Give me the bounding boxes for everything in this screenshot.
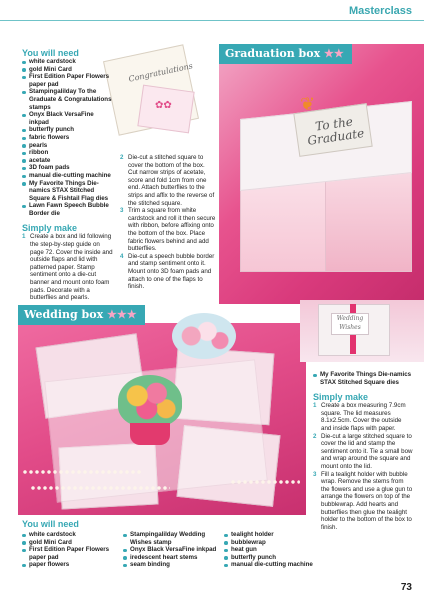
step-item bbox=[120, 253, 216, 291]
list-item: pearls bbox=[22, 142, 114, 150]
list-item: My Favorite Things Die-namics STAX Stitched Square & Fishtail Flag dies bbox=[22, 180, 114, 203]
steps-list bbox=[120, 154, 216, 291]
needs-list bbox=[22, 58, 114, 217]
you-will-need-heading: You will need bbox=[22, 519, 79, 529]
list-item: fabric flowers bbox=[22, 134, 114, 142]
step-text: Create a box and lid following the step-by-step guide on page 72. Cover the inside and outside flaps and lid with patterned paper. Stamp sentiment onto a die-cut banner and mount onto foam pads. Decorate with a butterflies and pearls. bbox=[30, 233, 113, 302]
box-side-right bbox=[325, 165, 412, 272]
graduate-tag-text: To the Graduate bbox=[306, 114, 366, 148]
list-item: Stampingalilday To the Graduate & Congratulations stamps bbox=[22, 88, 114, 111]
needs-list bbox=[22, 531, 117, 569]
pearl-string bbox=[22, 470, 142, 474]
list-item: My Favorite Things Die-namics STAX Stitched Square dies bbox=[313, 371, 413, 386]
step-number: 2 bbox=[313, 432, 317, 440]
step-text: Die-cut a large stitched square to cover the lid and stamp the sentiment onto it. Tie a small bow and wrap around the square and mount onto the lid. bbox=[321, 432, 413, 470]
difficulty-stars: ★★★ bbox=[106, 308, 137, 321]
simply-make-heading: Simply make bbox=[22, 223, 78, 234]
step-text: Fill a tealight holder with bubble wrap. Remove the stems from the flowers and use a glue gun to arrange the flowers on top of the bubblewrap. Add hearts and butterflies then glue the tealight holder to the bottom of the box to finish. bbox=[321, 470, 413, 531]
wedding-needs-block bbox=[22, 519, 422, 569]
flower-icon: ✿✿ bbox=[155, 100, 172, 111]
needs-columns bbox=[22, 531, 422, 569]
steps-list bbox=[313, 402, 413, 531]
list-item: butterfly punch bbox=[224, 554, 319, 562]
pearl-string bbox=[230, 480, 300, 484]
difficulty-stars: ★★ bbox=[324, 47, 344, 60]
simply-make-heading: Simply make bbox=[313, 392, 369, 403]
step-text: Die-cut a speech bubble border and stamp sentiment onto it. Mount onto 3D foam pads and attach to one of the flaps to finish. bbox=[128, 252, 215, 291]
step-number: 3 bbox=[313, 470, 317, 478]
list-item: tealight holder bbox=[224, 531, 319, 539]
wedding-tag: Wedding Wishes bbox=[331, 313, 369, 335]
list-item: Lawn Fawn Speech Bubble Border die bbox=[22, 202, 114, 217]
list-item: gold Mini Card bbox=[22, 66, 114, 74]
step-number: 1 bbox=[313, 402, 317, 410]
list-item: Stampingalilday Wedding Wishes stamp bbox=[123, 531, 218, 546]
list-item: 3D foam pads bbox=[22, 164, 114, 172]
list-item: Onyx Black VersaFine inkpad bbox=[123, 546, 218, 554]
flower-dish bbox=[172, 313, 236, 359]
pearl-string bbox=[30, 486, 170, 490]
step-number: 1 bbox=[22, 233, 26, 241]
step-text: Die-cut a stitched square to cover the bottom of the box. Cut narrow strips of acetate, score and fold 1cm from one end. Attach butterflies to the strips and affix to the reverse of the stitched square. bbox=[128, 154, 215, 207]
header-rule bbox=[0, 20, 424, 21]
list-item: butterfly punch bbox=[22, 126, 114, 134]
list-item: gold Mini Card bbox=[22, 539, 117, 547]
needs-list bbox=[224, 531, 319, 569]
step-item bbox=[120, 207, 216, 253]
step-number: 4 bbox=[120, 252, 124, 260]
list-item: bubblewrap bbox=[224, 539, 319, 547]
list-item: manual die-cutting machine bbox=[224, 561, 319, 569]
flower-pot bbox=[130, 423, 170, 445]
graduation-label bbox=[219, 44, 352, 64]
step-item bbox=[313, 433, 413, 471]
step-text: Create a box measuring 7.9cm square. The lid measures 8.1x2.5cm. Cover the outside and inside flaps with paper. bbox=[321, 402, 406, 432]
section-title: Masterclass bbox=[349, 5, 412, 17]
list-item: acetate bbox=[22, 157, 114, 165]
step-item bbox=[120, 154, 216, 207]
needs-list bbox=[313, 371, 413, 386]
you-will-need-heading: You will need bbox=[22, 48, 79, 58]
step-number: 3 bbox=[120, 207, 124, 215]
list-item: seam binding bbox=[123, 561, 218, 569]
wedding-steps-column bbox=[313, 371, 413, 531]
step-text: Trim a square from white cardstock and roll it then secure with ribbon, before affixing onto the bottom of the box. Place fabric flowers behind and add butterflies. bbox=[128, 207, 216, 253]
flower-bouquet bbox=[118, 375, 182, 427]
graduation-needs-column bbox=[22, 48, 114, 302]
graduation-heading: Graduation box bbox=[225, 47, 321, 60]
graduation-steps-column bbox=[120, 154, 216, 291]
card-text: Congratulations bbox=[127, 61, 194, 84]
list-item: paper flowers bbox=[22, 561, 117, 569]
list-item: manual die-cutting machine bbox=[22, 172, 114, 180]
wedding-label bbox=[18, 305, 145, 325]
step-item bbox=[22, 233, 114, 301]
page-number: 73 bbox=[400, 582, 412, 593]
list-item: iredescent heart stems bbox=[123, 554, 218, 562]
butterfly-icon: ❦ bbox=[300, 94, 316, 114]
list-item: heat gun bbox=[224, 546, 319, 554]
list-item: First Edition Paper Flowers paper pad bbox=[22, 546, 117, 561]
wedding-heading: Wedding box bbox=[24, 308, 104, 321]
list-item: white cardstock bbox=[22, 531, 117, 539]
list-item: Onyx Black VersaFine inkpad bbox=[22, 111, 114, 126]
needs-list bbox=[123, 531, 218, 569]
list-item: ribbon bbox=[22, 149, 114, 157]
list-item: white cardstock bbox=[22, 58, 114, 66]
list-item: First Edition Paper Flowers paper pad bbox=[22, 73, 114, 88]
steps-list bbox=[22, 233, 114, 301]
step-item bbox=[313, 402, 413, 432]
step-number: 2 bbox=[120, 154, 124, 161]
